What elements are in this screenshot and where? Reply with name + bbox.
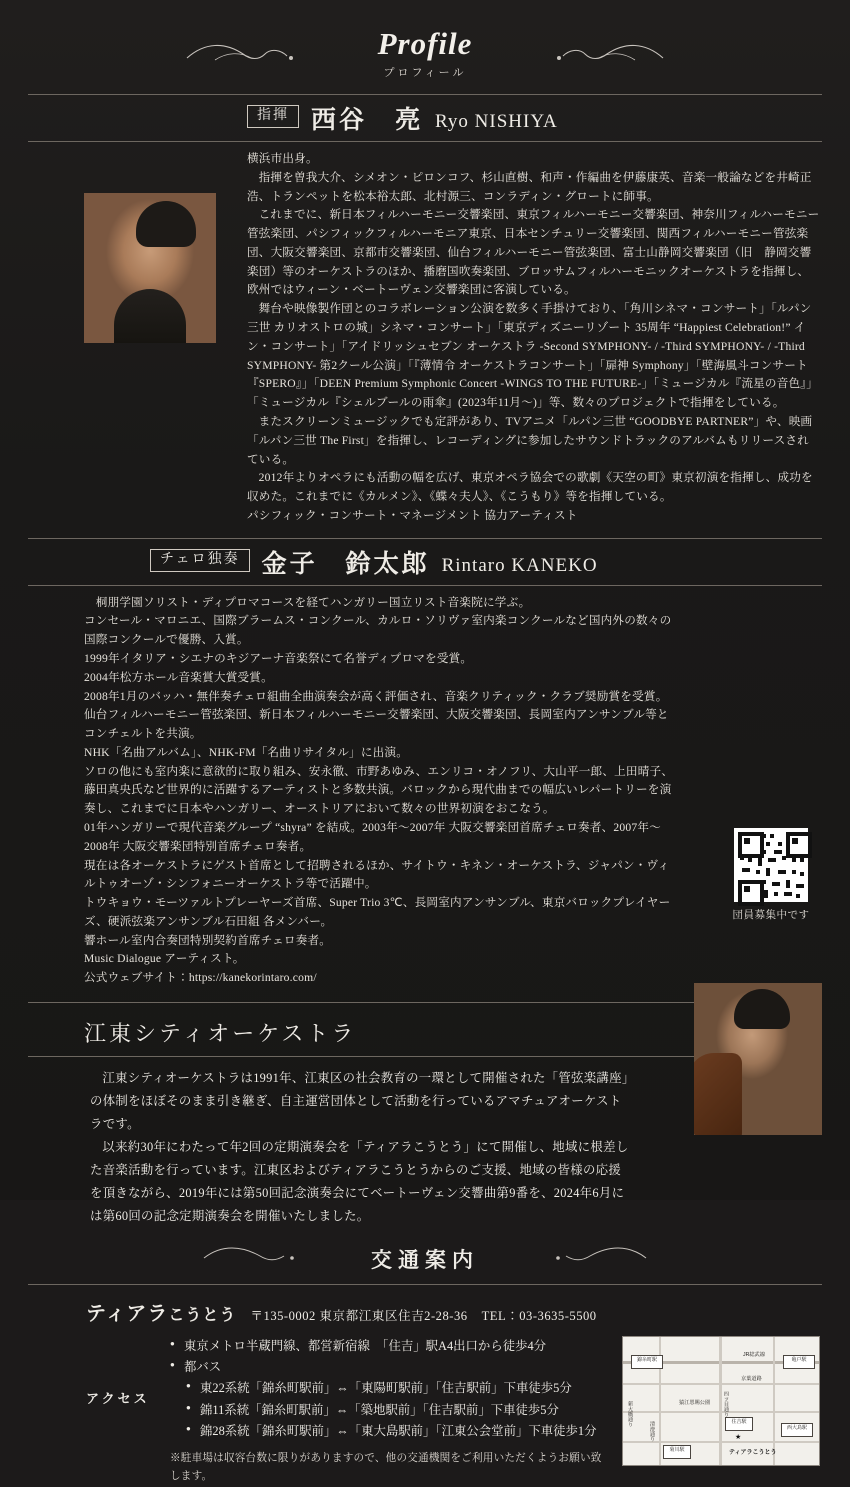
map-label: 清澄通り [649,1420,655,1442]
recruit-caption: 団員募集中です [732,910,810,921]
conductor-name-en: Ryo NISHIYA [435,111,558,132]
map-road-east [773,1337,775,1465]
conductor-bio-line: 舞台や映像製作団とのコラボレーション公演を数多く手掛けており、「角川シネマ・コンサート」「ルパン三世 カリオストロの城」シネマ・コンサート」「東京ディズニーリゾート 35周年 “Happiest Celebration!” イン・コンサート」「アイドリッシュセブン オーケストラ -Second SYMPHONY- / -Third SYMPHONY- / -Third SYMPHONY- 第2クール公演」「『薄情令 オーケストラコンサート」「扉神 Symphony」「壁海風斗コンサート『SPERO』」「DEEN Premium Symphonic Concert -WINGS TO THE FUTURE-」「ミュージカル『流星の音色』」「ミュージカル『シェルブールの雨傘』(2023年11月〜)」等、数々のプロジェクトで指揮をしている。 [247,302,819,410]
map-road-shinohashi [623,1411,819,1413]
conductor-role-badge: 指揮 [247,105,299,128]
venue-address: 〒135-0002 東京都江東区住吉2-28-36 [250,1308,468,1323]
map-venue-marker-icon: ★ [735,1432,742,1441]
cellist-bio-line: Music Dialogue アーティスト。 [84,952,245,966]
cellist-bio-line: 響ホール室内合奏団特別契約首席チェロ奏者。 [84,933,332,947]
access-title: 交通案内 [371,1247,479,1272]
cellist-bio-line: 現在は各オーケストラにゲスト首席として招聘されるほか、サイトウ・キネン・オーケストラ、ジャパン・ヴィルトゥオーゾ・シンフォニーオーケストラ等で活躍中。 [84,858,670,891]
cellist-website[interactable]: 公式ウェブサイト：https://kanekorintaro.com/ [84,971,317,985]
venue-logo-main: ティアラ [86,1302,169,1325]
cellist-bio-line: 01年ハンガリーで現代音楽グループ “shyra” を結成。2003年〜2007年 大阪交響楽団首席チェロ奏者、2007年〜2008年 大阪交響楽団特別首席チェロ奏者。 [84,821,661,853]
conductor-bio-line: これまでに、新日本フィルハーモニー交響楽団、東京フィルハーモニー交響楽団、神奈川フィルハーモニー管弦楽団、パシフィックフィルハーモニア東京、日本センチュリー交響楽団、関西フィルハーモニー管弦楽団、大阪交響楽団、京都市交響楽団、仙台フィルハーモニー管弦楽団、富士山静岡交響楽団（旧 静岡交響楽団）等のオーケストラのほか、播磨国吹奏楽団、ブロッサムフィルハーモニックオーケストラを指揮し、欧州ではウィーン・ベートーヴェン交響楽団に客演している。 [247,208,820,297]
cellist-bio-line: コンセール・マロニエ、国際ブラームス・コンクール、カルロ・ソリヴァ室内楽コンクールなど国内外の数々の国際コンクールで優勝、入賞。 [84,614,672,647]
venue-logo-sub: こうとう [168,1306,237,1324]
cellist-bio [0,586,850,988]
cellist-name-row [0,539,850,577]
orchestra-paragraph: 以来約30年にわたって年2回の定期演奏会を「ティアラこうとう」にて開催し、地域に根差した音楽活動を行っています。江東区およびティアラこうとうからのご支援、地域の皆様の応援を頂きながら、2019年には第50回記念演奏会にてベートーヴェン交響曲第9番を、2024年6月には第60回の記念定期演奏会を開催いたしました。 [90,1139,629,1223]
map-label: 京葉道路 [741,1375,762,1382]
conductor-name-jp: 西谷 亮 [311,107,424,134]
conductor-affiliation: パシフィック・コンサート・マネージメント 協力アーティスト [247,508,578,522]
map-label: JR総武線 [743,1351,765,1358]
access-label: アクセス [86,1390,150,1406]
conductor-bio-line: 指揮を曽我大介、シメオン・ピロンコフ、杉山直樹、和声・作編曲を伊藤康英、音楽一般論などを井崎正浩、トランペットを松本裕太郎、北村源三、コンラディン・グロートに師事。 [247,170,812,203]
cellist-bio-line: 仙台フィルハーモニー管弦楽団、新日本フィルハーモニー交響楽団、大阪交響楽団、長岡室内アンサンブル等とコンチェルトを共演。 [84,708,669,741]
conductor-bio-line: 横浜市出身。 [247,152,318,165]
page-subtitle: プロフィール [383,67,467,79]
cellist-bio-line: 2008年1月のバッハ・無伴奏チェロ組曲全曲演奏会が高く評価され、音楽クリティック・クラブ奨励賞を受賞。 [84,689,668,703]
recruit-qr-block[interactable] [726,828,816,922]
cellist-name-en: Rintaro KANEKO [441,554,598,576]
cellist-bio-line: 2004年松方ホール音楽賞大賞受賞。 [84,670,273,684]
map-station-sumiyoshi: 住吉駅 [725,1417,753,1431]
cellist-bio-line: 桐朋学園ソリスト・ディプロマコースを経てハンガリー国立リスト音楽院に学ぶ。 [84,595,531,609]
conductor-photo [84,193,216,343]
flourish-right-icon [545,38,665,66]
bus-route-item: ● 錦11系統「錦糸町駅前」⇔「築地駅前」「住吉駅前」下車徒歩5分 [170,1400,604,1421]
map-venue-label: ティアラこうとう [729,1449,777,1456]
section-conductor [0,95,850,526]
map-station-kinshicho: 錦糸町駅 [631,1355,663,1369]
map-label: 新大橋通り [627,1400,633,1427]
profile-header [0,0,850,80]
section-cellist [0,539,850,988]
page-title: Profile [377,26,473,61]
venue-logo [86,1297,236,1326]
bus-route-item: ● 錦28系統「錦糸町駅前」⇔「東大島駅前」「江東公会堂前」下車徒歩1分 [170,1421,604,1442]
cellist-name-jp: 金子 鈴太郎 [261,550,430,578]
cellist-photo [694,983,822,1135]
access-body [0,1336,850,1487]
cellist-bio-line: ソロの他にも室内楽に意欲的に取り組み、安永徹、市野あゆみ、エンリコ・オノフリ、大山平一郎、上田晴子、藤田真央氏など世界的に活躍するアーティストと多数共演。バロックから現代曲までの幅広いレパートリーを演奏し、これまでに日本やハンガリー、オーストリアにおいて数々の世界初演をおこなう。 [84,764,674,816]
orchestra-paragraph: 江東シティオーケストラは1991年、江東区の社会教育の一環として開催された「管弦楽講座」の体制をほぼそのまま引き継ぎ、自主運営団体として活動を行っているアマチュアオーケストラです。 [90,1071,629,1131]
access-route-item: ● 東京メトロ半蔵門線、都営新宿線 「住吉」駅A4出口から徒歩4分 [170,1336,604,1357]
map-station-kikukawa: 菊川駅 [663,1445,691,1459]
map-station-nishiojima: 西大島駅 [781,1423,813,1437]
access-header [0,1244,850,1274]
cellist-bio-line: 1999年イタリア・シエナのキジアーナ音楽祭にて名誉ディプロマを受賞。 [84,651,473,665]
flourish-left-icon [185,38,305,66]
access-route-item: ● 都バス [170,1357,604,1378]
map-station-kameido: 亀戸駅 [783,1355,815,1369]
qr-code-icon[interactable] [734,828,808,902]
map-road-yotsume [719,1337,722,1465]
orchestra-title: 江東シティオーケストラ [84,1021,357,1047]
access-map [622,1336,820,1466]
cellist-role-badge: チェロ独奏 [150,549,250,572]
access-route-list [170,1336,604,1487]
conductor-bio-line: 2012年よりオペラにも活動の幅を広げ、東京オペラ協会での歌劇《天空の町》東京初演を指揮し、成功を収めた。これまでに《カルメン》、《蝶々夫人》、《こうもり》等を指揮している。 [247,471,813,504]
cellist-bio-line: NHK「名曲アルバム」、NHK-FM「名曲リサイタル」に出演。 [84,745,408,759]
parking-note: ※駐車場は収容台数に限りがありますので、他の交通機関をご利用いただくようお願い致します。 [170,1453,602,1483]
cellist-bio-line: トウキョウ・モーツァルトプレーヤーズ首席、Super Trio 3℃、長岡室内アンサンブル、東京バロックプレイヤーズ、硬派弦楽アンサンブル石田組 各メンバー。 [84,896,671,928]
flourish-access-left-icon [200,1240,320,1268]
flourish-access-right-icon [530,1240,650,1268]
map-label: 猿江恩賜公園 [679,1399,711,1406]
map-label: 四ツ目通り [723,1390,729,1417]
venue-row [0,1285,850,1326]
conductor-name-row [0,95,850,133]
bus-route-item: ● 東22系統「錦糸町駅前」⇔「東陽町駅前」「住吉駅前」下車徒歩5分 [170,1378,604,1399]
venue-telephone: TEL：03-3635-5500 [481,1308,597,1323]
conductor-bio-line: またスクリーンミュージックでも定評があり、TVアニメ「ルパン三世 “GOODBYE PARTNER”」や、映画「ルパン三世 The First」を指揮し、レコーディングに参加したサウンドトラックのアルバムもリリースされている。 [247,414,813,466]
